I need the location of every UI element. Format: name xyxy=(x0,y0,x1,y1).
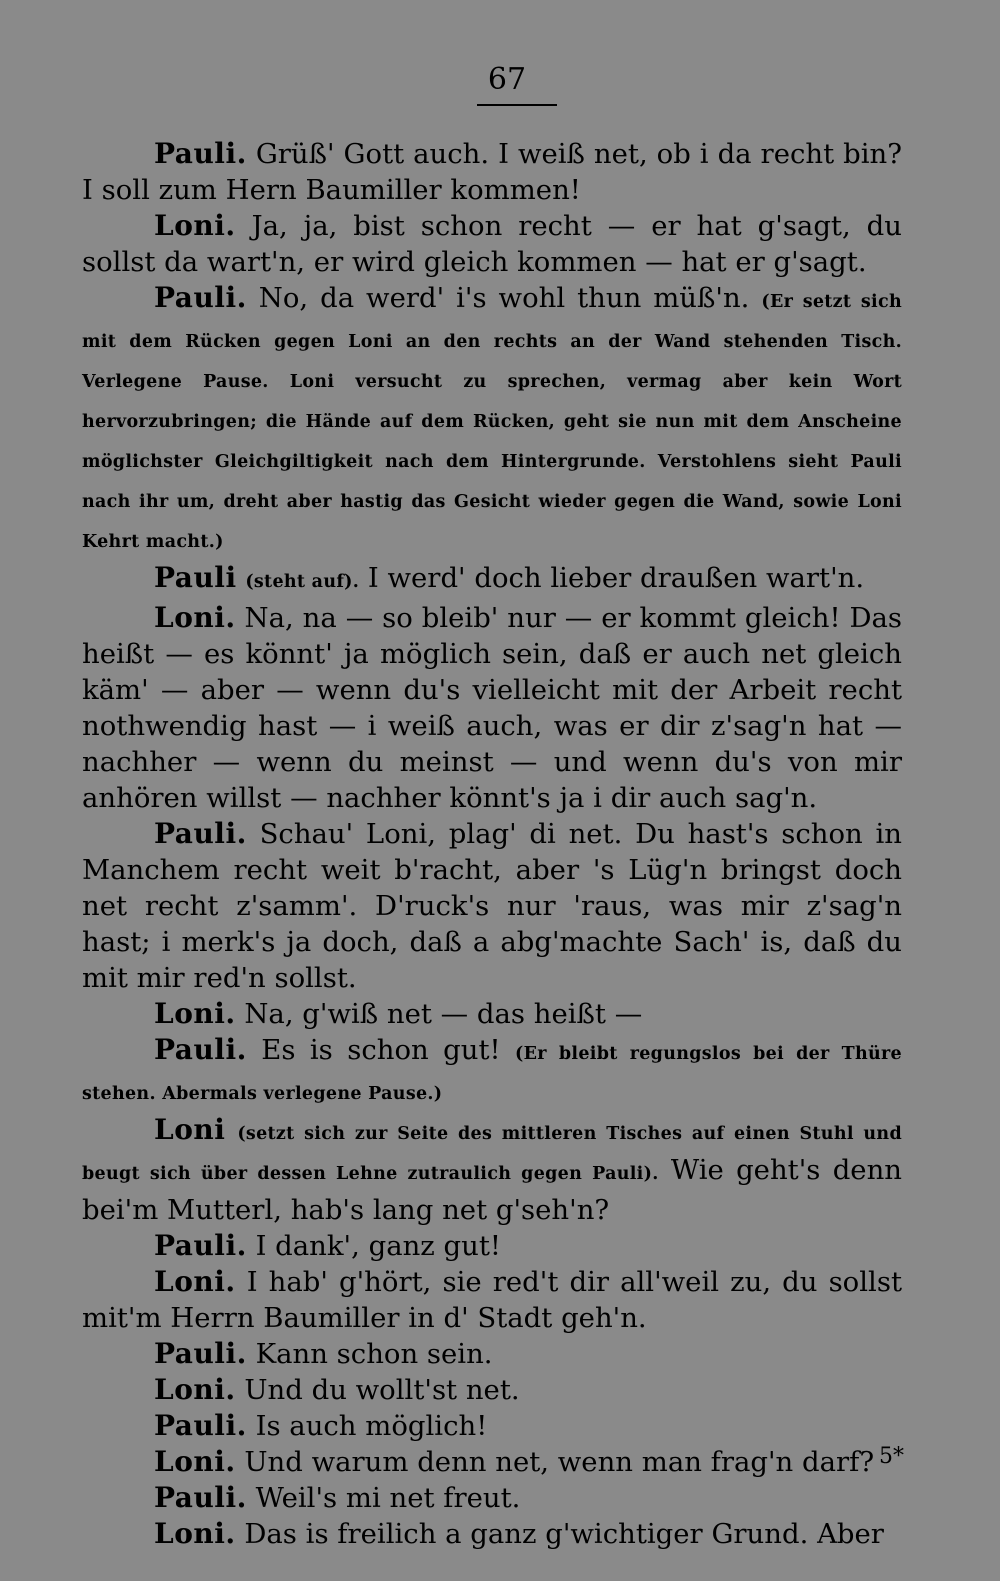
dialogue-line xyxy=(82,208,902,280)
speaker-name: Loni. xyxy=(154,1517,236,1550)
dialogue-line xyxy=(82,560,902,600)
speaker-name: Pauli. xyxy=(154,1337,247,1370)
speaker-name: Pauli. xyxy=(154,281,247,314)
dialogue-line xyxy=(82,1112,902,1228)
speech-text: Das is freilich a ganz g'wichtiger Grund. Aber xyxy=(244,1518,884,1550)
dialogue-line xyxy=(82,1264,902,1336)
dialogue-line xyxy=(82,1336,902,1372)
dialogue-line xyxy=(82,996,902,1032)
speech-text: Schau' Loni, plag' di net. Du hast's schon in Manchem recht weit b'racht, aber 's Lüg'n bringst doch net recht z'samm'. D'ruck's nur 'raus, was mir z'sag'n hast; i merk's ja doch, daß a abg'machte Sach' is, daß du mit mir red'n sollst. xyxy=(82,818,903,994)
speech-text: I hab' g'hört, sie red't dir all'weil zu, du sollst mit'm Herrn Baumiller in d' Stadt geh'n. xyxy=(82,1266,902,1334)
speech-text: I dank', ganz gut! xyxy=(255,1230,501,1262)
speaker-name: Loni. xyxy=(154,1445,236,1478)
speech-text: Wie geht's denn bei'm Mutterl, hab's lang net g'seh'n? xyxy=(82,1154,902,1226)
speaker-name: Loni. xyxy=(154,1373,236,1406)
speaker-name: Pauli. xyxy=(154,137,247,170)
dialogue-line xyxy=(82,280,902,560)
speech-text: Und du wollt'st net. xyxy=(244,1374,520,1406)
speech-text: Na, na — so bleib' nur — er kommt gleich! Das heißt — es könnt' ja möglich sein, daß er auch net gleich käm' — aber — wenn du's vielleicht mit der Arbeit recht nothwendig hast — i weiß auch, was er dir z'sag'n hat — nachher — wenn du meinst — und wenn du's von mir anhören willst — nachher könnt's ja i dir auch sag'n. xyxy=(82,602,903,814)
stage-direction: (Er setzt sich mit dem Rücken gegen Loni an den rechts an der Wand stehenden Tisch. Verlegene Pause. Loni versucht zu sprechen, vermag aber kein Wort hervorzubringen; die Hände auf dem Rücken, geht sie nun mit dem Anscheine möglichster Gleichgiltigkeit nach dem Hintergrunde. Verstohlens sieht Pauli nach ihr um, dreht aber hastig das Gesicht wieder gegen die Wand, sowie Loni Kehrt macht.) xyxy=(82,292,902,552)
dialogue-line xyxy=(82,1228,902,1264)
speaker-name: Pauli. xyxy=(154,1481,247,1514)
speaker-name: Loni. xyxy=(154,1265,236,1298)
speaker-name: Pauli xyxy=(154,561,237,594)
dialogue-line xyxy=(82,1408,902,1444)
speech-text: Na, g'wiß net — das heißt — xyxy=(244,998,643,1030)
dialogue-line xyxy=(82,1032,902,1112)
speech-text: Es is schon gut! xyxy=(261,1034,501,1066)
speech-text: Grüß' Gott auch. I weiß net, ob i da recht bin? I soll zum Hern Baumiller kommen! xyxy=(82,138,902,206)
stage-direction: (Er bleibt regungslos bei der Thüre stehen. Abermals verlegene Pause.) xyxy=(82,1044,902,1104)
dialogue-line xyxy=(82,1480,902,1516)
speaker-name: Pauli. xyxy=(154,1229,247,1262)
dialogue-line xyxy=(82,1444,902,1480)
page-number: 67 xyxy=(487,62,527,97)
speech-text: Kann schon sein. xyxy=(255,1338,493,1370)
speech-text: Is auch möglich! xyxy=(255,1410,488,1442)
stage-direction: (steht auf). xyxy=(245,572,360,592)
speech-text: Und warum denn net, wenn man frag'n darf? xyxy=(244,1446,875,1478)
book-page xyxy=(82,60,902,1560)
speech-text: Ja, ja, bist schon recht — er hat g'sagt, du sollst da wart'n, er wird gleich kommen — hat er g'sagt. xyxy=(82,210,902,278)
speech-text: I werd' doch lieber draußen wart'n. xyxy=(367,562,865,594)
dialogue-line xyxy=(82,600,902,816)
dialogue-line xyxy=(82,1372,902,1408)
speech-text: No, da werd' i's wohl thun müß'n. xyxy=(258,282,750,314)
header-rule xyxy=(477,104,557,106)
signature-mark: 5* xyxy=(879,1444,904,1469)
speaker-name: Pauli. xyxy=(154,817,247,850)
speaker-name: Loni. xyxy=(154,601,236,634)
speaker-name: Pauli. xyxy=(154,1409,247,1442)
speech-text: Weil's mi net freut. xyxy=(255,1482,521,1514)
dialogue-line xyxy=(82,136,902,208)
dialogue-line xyxy=(82,816,902,996)
speaker-name: Pauli. xyxy=(154,1033,247,1066)
dialogue-line xyxy=(82,1516,902,1552)
speaker-name: Loni xyxy=(154,1113,226,1146)
speaker-name: Loni. xyxy=(154,997,236,1030)
stage-direction: (setzt sich zur Seite des mittleren Tisches auf einen Stuhl und beugt sich über dessen Lehne zutraulich gegen Pauli). xyxy=(82,1124,902,1184)
dialogue-body xyxy=(82,136,902,1552)
speaker-name: Loni. xyxy=(154,209,236,242)
